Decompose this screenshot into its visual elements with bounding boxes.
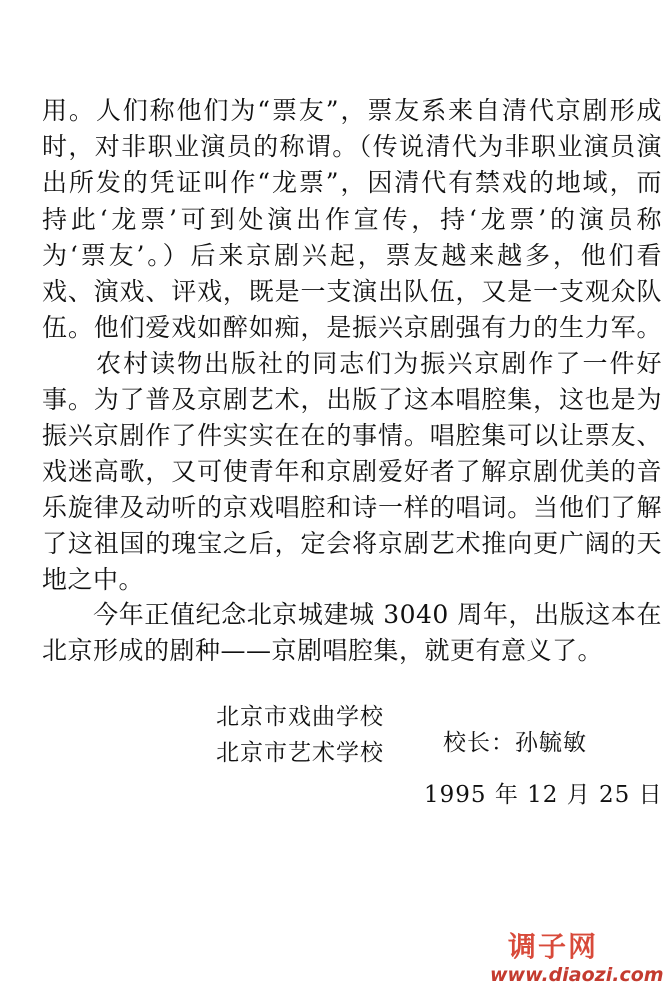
body-text-line: 地之中。 [42, 565, 145, 594]
body-text-line: 北京形成的剧种——京剧唱腔集，就更有意义了。 [42, 636, 604, 665]
signature-org-opera-school: 北京市戏曲学校 [216, 704, 384, 730]
signature-date: 1995 年 12 月 25 日 [424, 782, 663, 808]
signature-org-art-school: 北京市艺术学校 [216, 740, 384, 766]
body-text-line: 乐旋律及动听的京戏唱腔和诗一样的唱词。当他们了解 [42, 493, 662, 522]
signature-principal: 校长：孙毓敏 [443, 730, 587, 756]
body-text-line: 了这祖国的瑰宝之后，定会将京剧艺术推向更广阔的天 [42, 529, 662, 558]
body-text-line: 时，对非职业演员的称谓。（传说清代为非职业演员演 [42, 132, 662, 161]
body-text-line: 农村读物出版社的同志们为振兴京剧作了一件好 [42, 349, 662, 378]
body-text-line: 伍。他们爱戏如醉如痴，是振兴京剧强有力的生力军。 [42, 313, 662, 342]
body-text-line: 事。为了普及京剧艺术，出版了这本唱腔集，这也是为 [42, 385, 662, 414]
body-text-line: 持此‘龙票’可到处演出作宣传，持‘龙票’的演员称 [42, 205, 662, 234]
body-text-line: 为‘票友’。）后来京剧兴起，票友越来越多，他们看 [42, 241, 662, 270]
watermark-url: www.diaozi.com [490, 964, 664, 986]
watermark-logo-text: 调子网 [508, 930, 599, 963]
body-text-line: 戏迷高歌，又可使青年和京剧爱好者了解京剧优美的音 [42, 457, 662, 486]
body-text-line: 用。人们称他们为“票友”，票友系来自清代京剧形成 [42, 96, 662, 125]
body-text-line: 戏、演戏、评戏，既是一支演出队伍，又是一支观众队 [42, 277, 662, 306]
body-text-line: 振兴京剧作了件实实在在的事情。唱腔集可以让票友、 [42, 421, 662, 450]
body-text-line: 今年正值纪念北京城建城 3040 周年，出版这本在 [42, 600, 662, 629]
body-text-line: 出所发的凭证叫作“龙票”，因清代有禁戏的地域，而 [42, 168, 662, 197]
